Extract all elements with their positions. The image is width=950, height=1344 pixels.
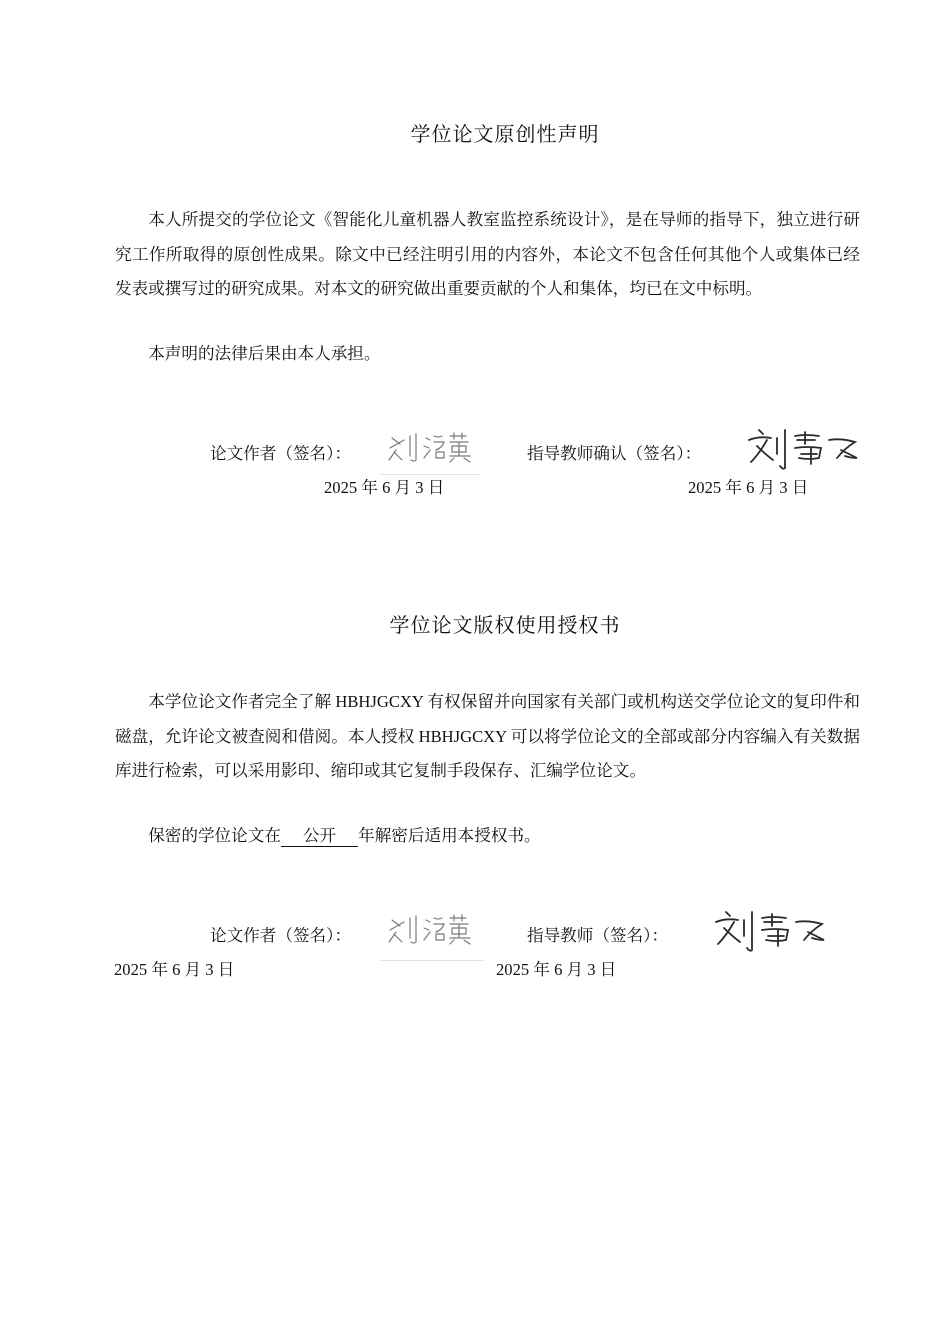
authorization-author-signature-line bbox=[380, 960, 484, 961]
declaration-advisor-signature-image bbox=[745, 424, 865, 472]
declaration-advisor-date: 2025 年 6 月 3 日 bbox=[688, 478, 809, 497]
authorization-advisor-signature-image bbox=[712, 906, 832, 954]
secrecy-value: 公开 bbox=[281, 826, 358, 847]
declaration-paragraph-1: 本人所提交的学位论文《智能化儿童机器人教室监控系统设计》，是在导师的指导下，独立进行研究工作所取得的原创性成果。除文中已经注明引用的内容外，本论文不包含任何其他个人或集体已经发表或撰写过的研究成果。对本文的研究做出重要贡献的个人和集体，均已在文中标明。 bbox=[115, 210, 860, 298]
declaration-author-date: 2025 年 6 月 3 日 bbox=[324, 478, 445, 497]
declaration-title: 学位论文原创性声明 bbox=[410, 122, 600, 146]
secrecy-prefix: 保密的学位论文在 bbox=[148, 826, 281, 845]
authorization-advisor-label: 指导教师（签名）： bbox=[527, 926, 669, 945]
declaration-advisor-label: 指导教师确认（签名）： bbox=[527, 444, 702, 463]
authorization-advisor-date: 2025 年 6 月 3 日 bbox=[496, 960, 617, 979]
declaration-paragraph-2: 本声明的法律后果由本人承担。 bbox=[148, 344, 381, 363]
declaration-author-signature-image bbox=[386, 430, 482, 466]
authorization-author-label: 论文作者（签名）： bbox=[210, 926, 352, 945]
authorization-paragraph-1: 本学位论文作者完全了解 HBHJGCXY 有权保留并向国家有关部门或机构送交学位论文的复印件和磁盘，允许论文被查阅和借阅。本人授权 HBHJGCXY 可以将学位论文的全部或部分内容编入有关数据库进行检索，可以采用影印、缩印或其它复制手段保存、汇编学位论文。 bbox=[115, 692, 860, 780]
secrecy-suffix: 年解密后适用本授权书。 bbox=[358, 826, 541, 845]
authorization-title: 学位论文版权使用授权书 bbox=[389, 613, 621, 637]
declaration-author-label: 论文作者（签名）： bbox=[210, 444, 352, 463]
authorization-author-date: 2025 年 6 月 3 日 bbox=[114, 960, 235, 979]
authorization-author-signature-image bbox=[386, 912, 482, 948]
secrecy-statement bbox=[115, 819, 860, 854]
